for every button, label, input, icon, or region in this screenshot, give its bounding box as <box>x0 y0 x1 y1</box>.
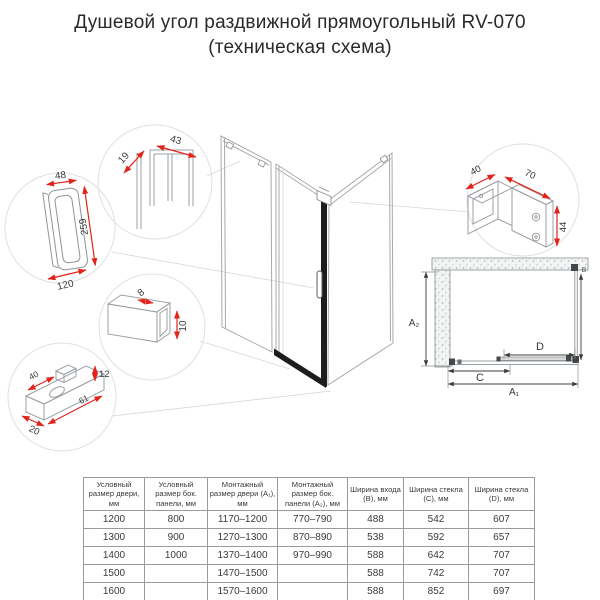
table-cell: 657 <box>469 529 535 547</box>
title-line-2: (техническая схема) <box>208 37 392 59</box>
side-panel <box>328 153 393 385</box>
page-title <box>0 10 600 60</box>
dim-handle-120: 120 <box>56 278 75 293</box>
table-cell: 1270–1300 <box>208 529 278 547</box>
table-cell: 538 <box>348 529 404 547</box>
dim-block-12: 12 <box>99 369 110 380</box>
door-handle <box>317 271 322 298</box>
table-cell: 970–990 <box>278 547 348 565</box>
table-header-cell: Ширина стекла (D), мм <box>469 478 535 511</box>
table-cell: 1500 <box>84 565 145 583</box>
wall-left <box>435 270 450 367</box>
table-row <box>84 547 535 565</box>
table-cell: 588 <box>348 565 404 583</box>
table-row <box>84 583 535 600</box>
dim-block-40: 40 <box>27 368 41 382</box>
dim-handle-259: 259 <box>77 217 91 236</box>
table-cell: 1370–1400 <box>208 547 278 565</box>
table-cell: 1300 <box>84 529 145 547</box>
table-header-cell: Ширина стекла (C), мм <box>404 478 469 511</box>
table-cell: 542 <box>404 511 469 529</box>
dim-profile-43: 43 <box>168 133 183 148</box>
table-cell: 1000 <box>145 547 208 565</box>
detail-wall-profile-drawing <box>116 134 196 229</box>
title-line-1: Душевой угол раздвижной прямоугольный RV-070 <box>74 12 526 33</box>
table-header-cell: Условный размер двери, мм <box>84 478 145 511</box>
plan-label-d: D <box>536 341 544 353</box>
dim-bracket-44: 44 <box>558 221 569 233</box>
table-cell: 870–890 <box>278 529 348 547</box>
dim-profile-19: 19 <box>116 150 132 167</box>
plan-label-c: C <box>476 372 484 384</box>
table-cell: 1600 <box>84 583 145 600</box>
table-cell: 588 <box>348 547 404 565</box>
table-header-cell: Монтажный размер бок. панели (А₂), мм <box>278 478 348 511</box>
table-cell: 1200 <box>84 511 145 529</box>
table-cell: 852 <box>404 583 469 600</box>
table-header-cell: Ширина входа (B), мм <box>348 478 404 511</box>
table-cell: 770–790 <box>278 511 348 529</box>
wall-top <box>432 258 588 270</box>
callout-circle-tube <box>99 274 205 380</box>
dim-handle-48: 48 <box>54 169 67 183</box>
dim-block-61: 61 <box>77 392 91 406</box>
table-row <box>84 529 535 547</box>
table-cell: 642 <box>404 547 469 565</box>
callout-circle-bracket <box>467 144 579 256</box>
panel-bracket-icon <box>258 160 266 167</box>
table-cell: 1170–1200 <box>208 511 278 529</box>
table-cell: 742 <box>404 565 469 583</box>
table-cell: 1470–1500 <box>208 565 278 583</box>
plan-view-drawing <box>409 258 588 398</box>
table-cell <box>145 583 208 600</box>
table-row <box>84 565 535 583</box>
table-cell: 800 <box>145 511 208 529</box>
bottom-rail <box>274 349 326 389</box>
table-header-cell: Условный размер бок. панели, мм <box>145 478 208 511</box>
dim-tube-10: 10 <box>178 320 189 332</box>
plan-label-a1: A₁ <box>508 387 520 398</box>
table-cell: 1400 <box>84 547 145 565</box>
table-header-cell: Монтажный размер двери (А₁), мм <box>208 478 278 511</box>
detail-block-drawing <box>22 365 110 438</box>
table-cell <box>145 565 208 583</box>
table-cell: 588 <box>348 583 404 600</box>
dim-block-20: 20 <box>26 423 42 438</box>
dim-bracket-40: 40 <box>468 163 484 179</box>
table-cell: 697 <box>469 583 535 600</box>
detail-handle-drawing <box>40 168 95 293</box>
detail-tube-drawing <box>108 287 189 342</box>
main-enclosure-drawing <box>221 136 393 388</box>
table-cell: 607 <box>469 511 535 529</box>
table-row <box>84 511 535 529</box>
table-header-row <box>84 478 535 511</box>
plan-label-b: B <box>581 267 587 274</box>
dimensions-table <box>83 477 535 600</box>
sliding-door-plan <box>500 357 572 360</box>
table-cell: 707 <box>469 565 535 583</box>
dim-tube-8: 8 <box>135 286 148 300</box>
table-cell <box>278 583 348 600</box>
table-cell: 707 <box>469 547 535 565</box>
table-cell: 488 <box>348 511 404 529</box>
table-cell <box>278 565 348 583</box>
table-cell: 1570–1600 <box>208 583 278 600</box>
fixed-panel <box>221 136 272 352</box>
plan-label-a2: A₂ <box>408 318 420 329</box>
dim-bracket-70: 70 <box>522 167 538 182</box>
table-cell: 900 <box>145 529 208 547</box>
table-cell: 592 <box>404 529 469 547</box>
detail-bracket-drawing <box>466 163 569 247</box>
